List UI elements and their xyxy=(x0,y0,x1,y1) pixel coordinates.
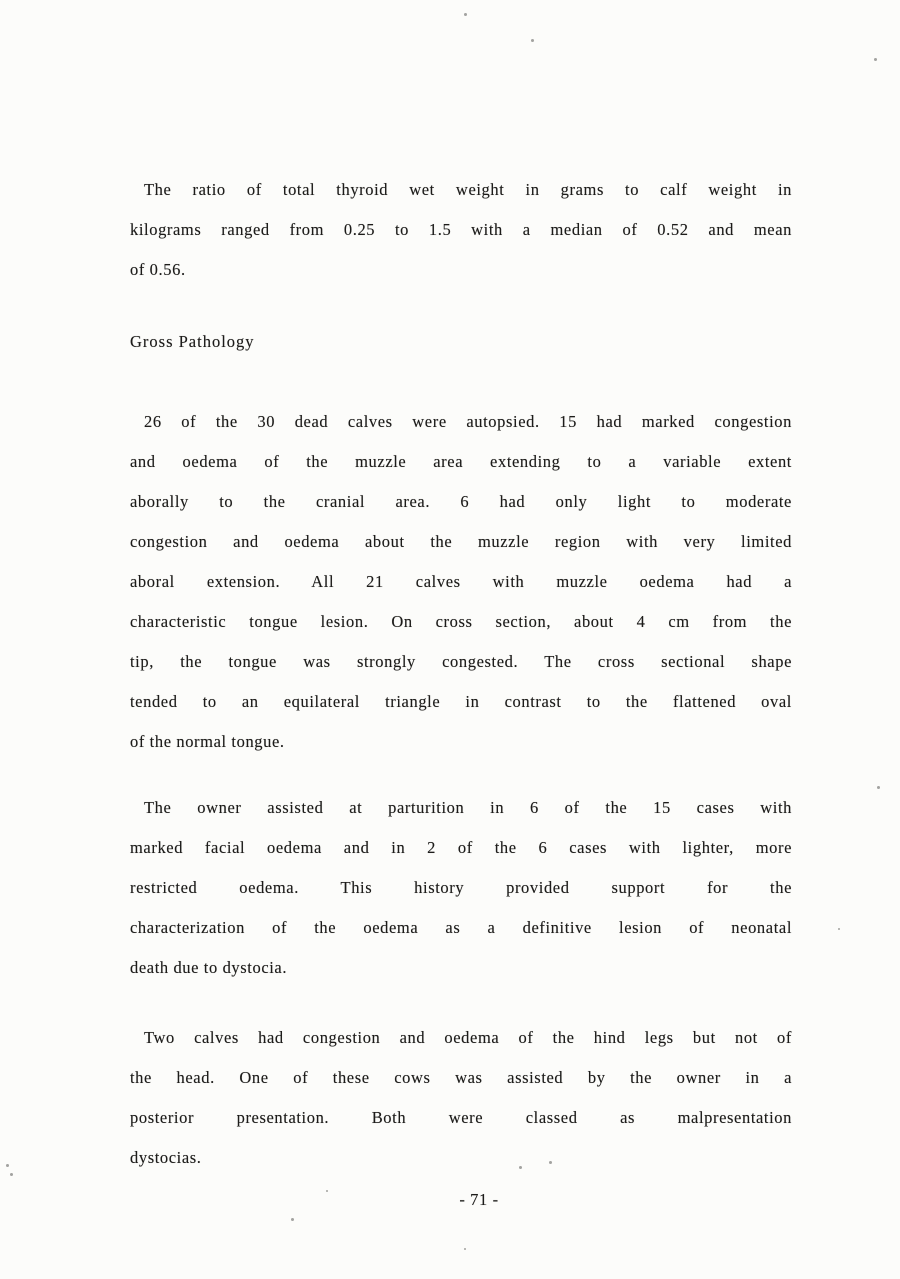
text-line: dystocias. xyxy=(130,1148,202,1167)
scan-speck xyxy=(6,1164,9,1167)
scan-speck xyxy=(877,786,880,789)
scan-speck xyxy=(326,1190,328,1192)
text-line: posterior presentation. Both were classed as malpresentation xyxy=(130,1108,792,1127)
scan-speck xyxy=(838,928,840,930)
text-line: and oedema of the muzzle area extending to a variable extent xyxy=(130,452,792,471)
text-line: marked facial oedema and in 2 of the 6 cases with lighter, more xyxy=(130,838,792,857)
text-line: Two calves had congestion and oedema of the hind legs but not of xyxy=(144,1028,792,1047)
scan-speck xyxy=(874,58,877,61)
text-line: The owner assisted at parturition in 6 of the 15 cases with xyxy=(144,798,792,817)
text-line: characteristic tongue lesion. On cross section, about 4 cm from the xyxy=(130,612,792,631)
text-line: The ratio of total thyroid wet weight in grams to calf weight in xyxy=(144,180,792,199)
text-line: of 0.56. xyxy=(130,260,186,279)
text-line: congestion and oedema about the muzzle region with very limited xyxy=(130,532,792,551)
text-line: characterization of the oedema as a definitive lesion of neonatal xyxy=(130,918,792,937)
scan-speck xyxy=(464,1248,466,1250)
scan-speck xyxy=(10,1173,13,1176)
text-line: 26 of the 30 dead calves were autopsied. 15 had marked congestion xyxy=(144,412,792,431)
paragraph-autopsy-findings xyxy=(130,402,792,762)
text-line: the head. One of these cows was assisted by the owner in a xyxy=(130,1068,792,1087)
text-line: tip, the tongue was strongly congested. The cross sectional shape xyxy=(130,652,792,671)
scan-speck xyxy=(531,39,534,42)
text-line: death due to dystocia. xyxy=(130,958,288,977)
scan-speck xyxy=(464,13,467,16)
page-number: - 71 - xyxy=(459,1190,499,1209)
scan-speck xyxy=(519,1166,522,1169)
paragraph-owner-assistance xyxy=(130,788,792,988)
section-heading: Gross Pathology xyxy=(130,332,255,351)
paragraph-thyroid-ratio xyxy=(130,170,792,290)
scan-speck xyxy=(291,1218,294,1221)
text-line: restricted oedema. This history provided support for the xyxy=(130,878,792,897)
text-line: aborally to the cranial area. 6 had only light to moderate xyxy=(130,492,792,511)
text-line: kilograms ranged from 0.25 to 1.5 with a median of 0.52 and mean xyxy=(130,220,792,239)
text-line: of the normal tongue. xyxy=(130,732,285,751)
text-line: aboral extension. All 21 calves with muzzle oedema had a xyxy=(130,572,792,591)
scan-speck xyxy=(549,1161,552,1164)
paragraph-hind-leg-oedema xyxy=(130,1018,792,1178)
text-line: tended to an equilateral triangle in contrast to the flattened oval xyxy=(130,692,792,711)
